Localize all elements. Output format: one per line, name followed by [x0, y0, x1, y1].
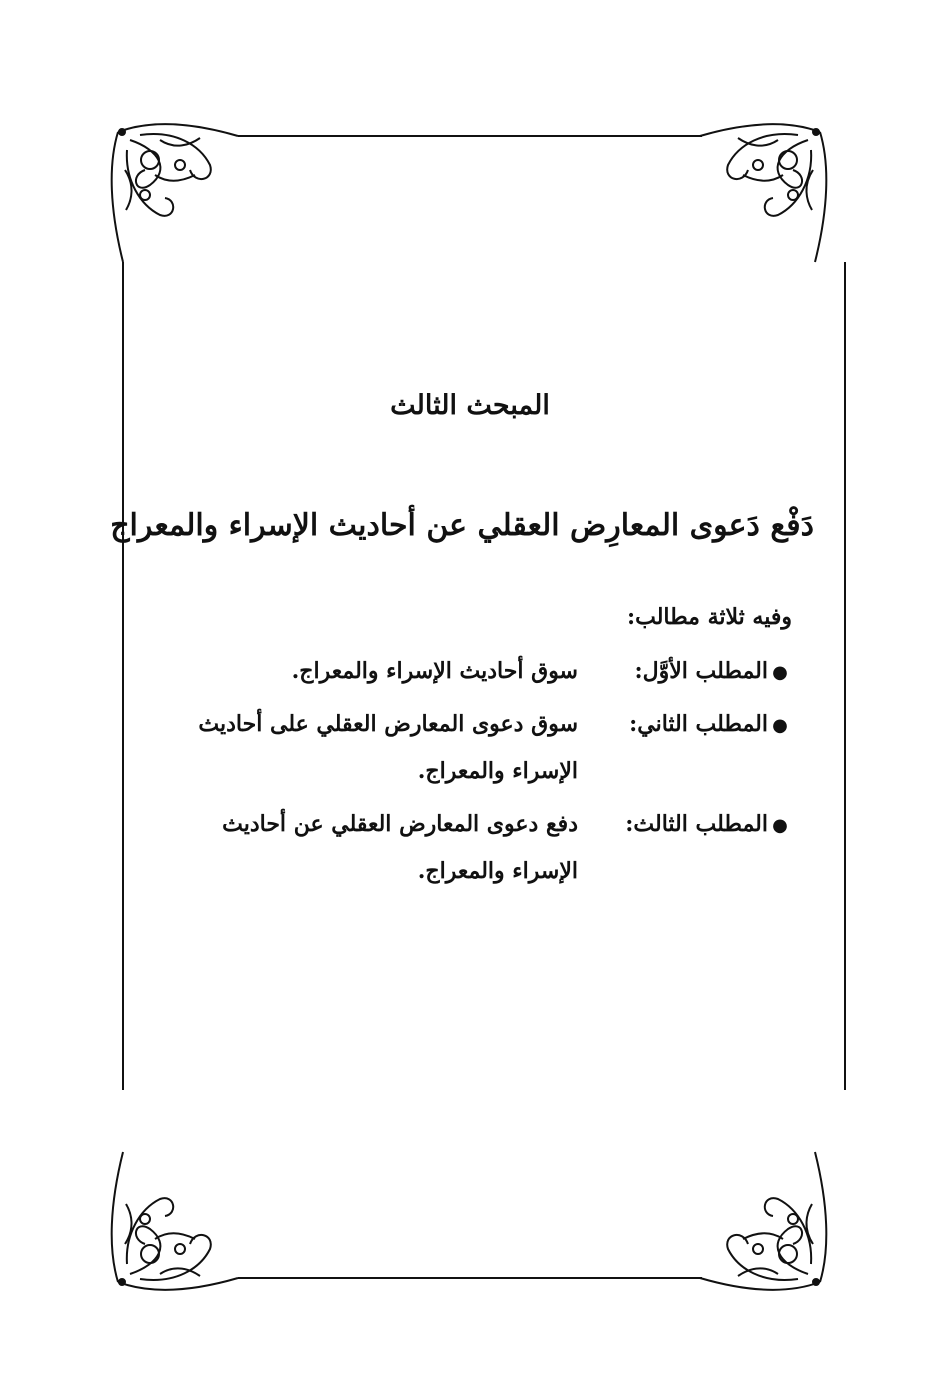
bullet-dot-icon: ●	[772, 815, 788, 836]
list-item	[152, 648, 792, 695]
intro-line: وفيه ثلاثة مطالب:	[626, 604, 792, 630]
item-text: سوق دعوى المعارض العقلي على أحاديث الإسراء والمعراج.	[198, 711, 578, 784]
chapter-title: دَفْع دَعوى المعارِض العقلي عن أحاديث الإسراء والمعراج	[110, 508, 814, 543]
item-text: دفع دعوى المعارض العقلي عن أحاديث الإسراء والمعراج.	[222, 811, 578, 884]
list-item	[152, 701, 792, 795]
arabesque-corner-icon	[700, 124, 826, 262]
section-title: المبحث الثالث	[390, 390, 550, 421]
item-text: سوق أحاديث الإسراء والمعراج.	[291, 658, 578, 684]
item-label: المطلب الثالث:	[625, 811, 768, 837]
subsections-list	[152, 648, 792, 901]
list-item	[152, 801, 792, 895]
bullet-dot-icon: ●	[772, 662, 788, 683]
arabesque-corner-icon	[700, 1152, 826, 1290]
item-label: المطلب الأوَّل:	[634, 658, 768, 684]
arabesque-corner-icon	[112, 124, 238, 262]
arabesque-corner-icon	[112, 1152, 238, 1290]
item-label: المطلب الثاني:	[629, 711, 768, 737]
bullet-dot-icon: ●	[772, 715, 788, 736]
